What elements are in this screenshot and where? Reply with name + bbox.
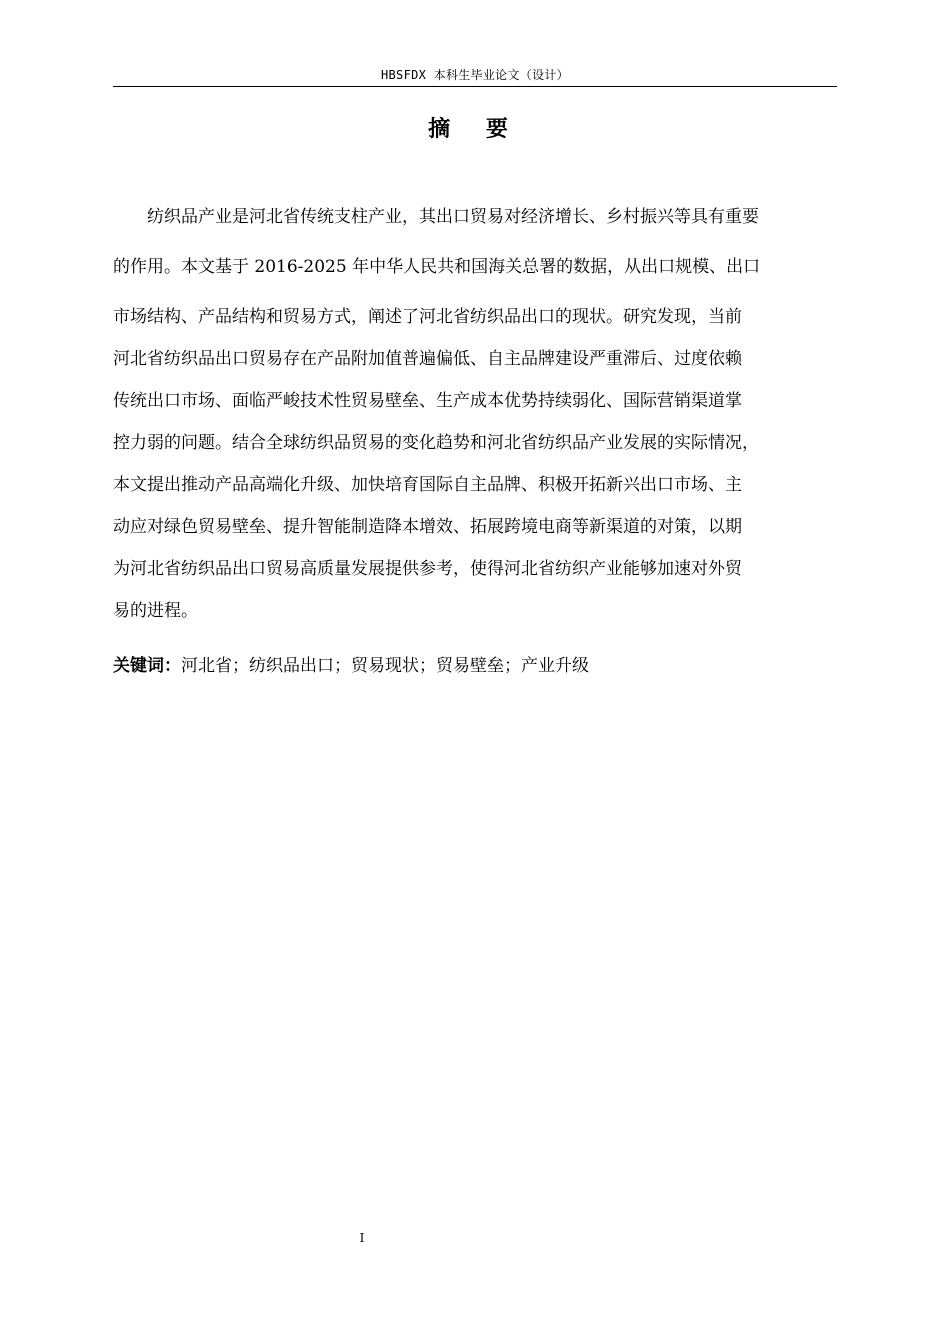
abstract-line: 纺织品产业是河北省传统支柱产业，其出口贸易对经济增长、乡村振兴等具有重要 — [147, 207, 759, 227]
abstract-body — [113, 196, 837, 632]
abstract-line: 河北省纺织品出口贸易存在产品附加值普遍偏低、自主品牌建设严重滞后、过度依赖 — [113, 349, 742, 369]
abstract-paragraph — [113, 196, 837, 632]
abstract-line: 为河北省纺织品出口贸易高质量发展提供参考，使得河北省纺织产业能够加速对外贸 — [113, 559, 742, 579]
abstract-line: 动应对绿色贸易壁垒、提升智能制造降本增效、拓展跨境电商等新渠道的对策，以期 — [113, 517, 742, 537]
abstract-line: 本文提出推动产品高端化升级、加快培育国际自主品牌、积极开拓新兴出口市场、主 — [113, 475, 742, 495]
abstract-line: 市场结构、产品结构和贸易方式，阐述了河北省纺织品出口的现状。研究发现，当前 — [113, 307, 742, 327]
abstract-line: 易的进程。 — [113, 601, 198, 621]
abstract-line: 的作用。本文基于 2016-2025 年中华人民共和国海关总署的数据，从出口规模、出口 — [113, 257, 761, 277]
abstract-line: 控力弱的问题。结合全球纺织品贸易的变化趋势和河北省纺织品产业发展的实际情况， — [113, 433, 759, 453]
keywords-text: 河北省；纺织品出口；贸易现状；贸易壁垒；产业升级 — [181, 656, 589, 676]
page-number: I — [359, 1231, 365, 1245]
abstract-line: 传统出口市场、面临严峻技术性贸易壁垒、生产成本优势持续弱化、国际营销渠道掌 — [113, 391, 742, 411]
keywords-label: 关键词： — [113, 656, 181, 676]
header-text: HBSFDX 本科生毕业论文（设计） — [381, 68, 569, 82]
page-header — [113, 64, 837, 87]
keywords — [113, 648, 837, 684]
abstract-title: 摘 要 — [428, 117, 522, 142]
